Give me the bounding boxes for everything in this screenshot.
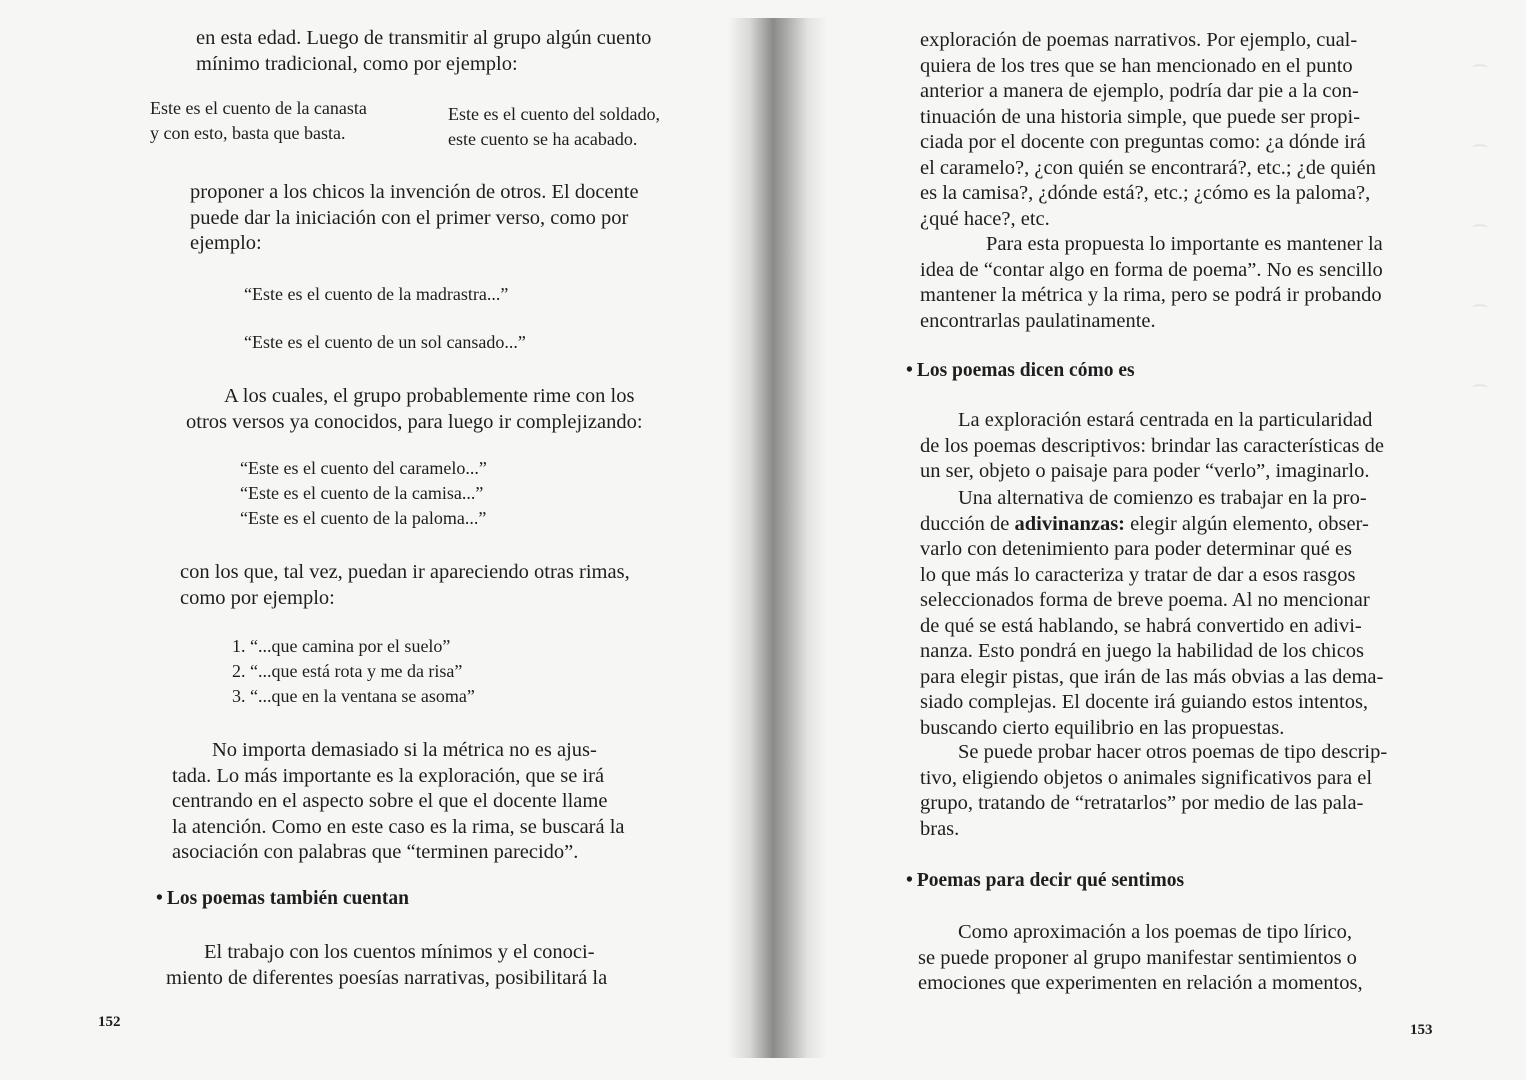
quote-madrastra: “Este es el cuento de la madrastra...”: [244, 284, 509, 304]
heading-poemas-tambien-cuentan: • Los poemas también cuentan: [156, 888, 409, 909]
paragraph-para-esta-propuesta: Para esta propuesta lo importante es mantener la idea de “contar algo en forma de poema”. No es sencillo mantener la métrica y la rima, pero se podrá ir probando encontrarlas paulatinamente.: [920, 233, 1383, 332]
paragraph-se-puede-probar: Se puede probar hacer otros poemas de tipo descrip- tivo, eligiendo objetos o animales significativos para el grupo, tratando de “retratarlos” por medio de las pala- bras.: [920, 741, 1388, 840]
paragraph-proponer: proponer a los chicos la invención de otros. El docente puede dar la iniciación con el primer verso, como por ejemplo:: [190, 181, 639, 254]
page-number-left: 152: [98, 1014, 121, 1030]
binding-ring-mark-4: ⌒: [1472, 303, 1489, 322]
binding-ring-mark-2: ⌒: [1472, 143, 1489, 162]
quote-sol-cansado: “Este es el cuento de un sol cansado...”: [244, 332, 526, 352]
poem-canasta: Este es el cuento de la canasta y con esto, basta que basta.: [150, 98, 367, 143]
paragraph-el-trabajo: El trabajo con los cuentos mínimos y el conoci- miento de diferentes poesías narrativas, posibilitará la: [166, 941, 608, 989]
paragraph-con-los-que: con los que, tal vez, puedan ir apareciendo otras rimas, como por ejemplo:: [180, 561, 630, 609]
paragraph-no-importa: No importa demasiado si la métrica no es ajus- tada. Lo más importante es la exploración, que se irá centrando en el aspecto sobre el que el docente llame la atención. Como en este caso es la rima, se buscará la asociación con palabras que “terminen parecido”.: [172, 739, 625, 863]
binding-ring-mark-1: ⌒: [1472, 63, 1489, 82]
paragraph-exploracion: exploración de poemas narrativos. Por ejemplo, cual- quiera de los tres que se han mencionado en el punto anterior a manera de ejemplo, podría dar pie a la con- tinuación de una historia simple, que puede ser propi- ciada por el docente con preguntas como: ¿a dónde irá el caramelo?, ¿con quién se encontrará?, etc.; ¿de quién es la camisa?, ¿dónde está?, etc.; ¿cómo es la paloma?, ¿qué hace?, etc.: [920, 29, 1376, 230]
numbered-rhymes: 1. “...que camina por el suelo” 2. “...que está rota y me da risa” 3. “...que en la ventana se asoma”: [232, 636, 475, 706]
paragraph-una-alternativa: Una alternativa de comienzo es trabajar en la pro- ducción de adivinanzas: elegir algún elemento, obser- varlo con detenimiento para poder determinar qué es lo que más lo caracteriza y tratar de dar a esos rasgos seleccionados forma de breve poema. Al no mencionar de qué se está hablando, se habrá convertido en adivi- nanza. Esto pondrá en juego la habilidad de los chicos para elegir pistas, que irán de las más obvias a las dema- siado complejas. El docente irá guiando estos intentos, buscando cierto equilibrio en las propuestas.: [920, 486, 1434, 741]
heading-poemas-para-decir: • Poemas para decir qué sentimos: [906, 870, 1185, 891]
poem-soldado: Este es el cuento del soldado, este cuento se ha acabado.: [448, 104, 660, 149]
right-page: [800, 0, 1526, 1080]
heading-poemas-dicen-como-es: • Los poemas dicen cómo es: [906, 360, 1135, 381]
page-number-right: 153: [1410, 1022, 1433, 1038]
left-page: [0, 0, 740, 1080]
paragraph-la-exploracion: La exploración estará centrada en la particularidad de los poemas descriptivos: brindar las características de un ser, objeto o paisaje para poder “verlo”, imaginarlo.: [920, 409, 1384, 482]
quotes-group: “Este es el cuento del caramelo...” “Este es el cuento de la camisa...” “Este es el cuento de la paloma...”: [240, 458, 487, 528]
binding-ring-mark-5: ⌒: [1472, 383, 1489, 402]
adivinanzas-line: ducción de adivinanzas: elegir algún elemento, obser-: [920, 512, 1369, 535]
intro-paragraph: en esta edad. Luego de transmitir al grupo algún cuento mínimo tradicional, como por ejemplo:: [196, 27, 652, 75]
paragraph-a-los-cuales: A los cuales, el grupo probablemente rime con los otros versos ya conocidos, para luego ir complejizando:: [186, 385, 643, 433]
binding-ring-mark-3: ⌒: [1472, 223, 1489, 242]
paragraph-como-aproximacion: Como aproximación a los poemas de tipo lírico, se puede proponer al grupo manifestar sentimientos o emociones que experimenten en relación a momentos,: [918, 921, 1363, 994]
